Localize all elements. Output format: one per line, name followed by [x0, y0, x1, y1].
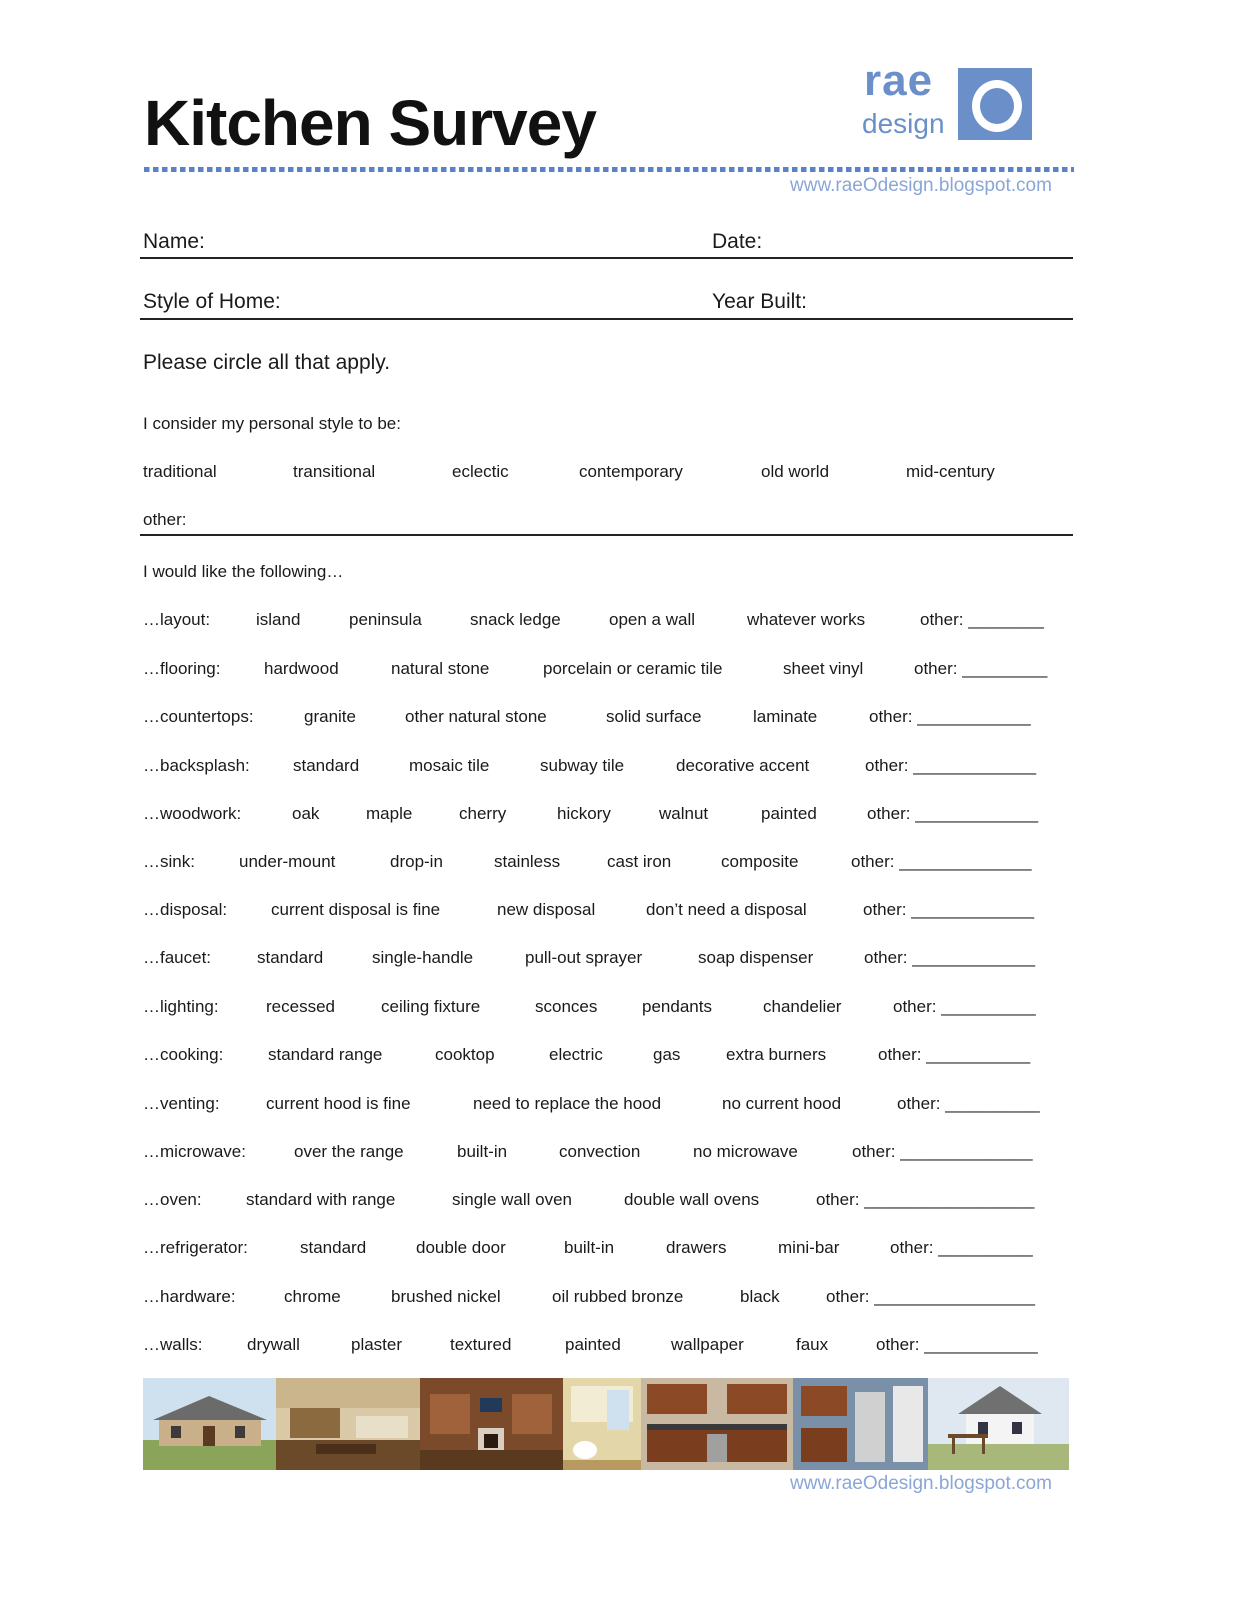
kitchen-interior-image-1 — [276, 1378, 420, 1470]
option-item[interactable]: recessed — [266, 997, 335, 1016]
option-item[interactable]: single-handle — [372, 948, 474, 967]
option-item[interactable]: maple — [366, 804, 413, 823]
option-item[interactable]: solid surface — [606, 707, 702, 726]
option-item[interactable]: built-in — [457, 1142, 508, 1161]
other-field[interactable]: other: _____________ — [864, 948, 1036, 967]
option-item[interactable]: subway tile — [540, 756, 625, 775]
row-label: …cooking: — [143, 1045, 224, 1064]
other-field[interactable]: other: ____________ — [869, 707, 1031, 726]
logo-word-rae: rae — [864, 56, 934, 105]
page-title: Kitchen Survey — [144, 87, 596, 159]
row-label: …refrigerator: — [143, 1238, 248, 1257]
option-item[interactable]: plaster — [351, 1335, 403, 1354]
style-option[interactable]: mid-century — [906, 462, 995, 481]
option-item[interactable]: single wall oven — [452, 1190, 573, 1209]
style-option[interactable]: traditional — [143, 462, 217, 481]
other-field[interactable]: other: _____________ — [865, 756, 1037, 775]
option-item[interactable]: other natural stone — [405, 707, 547, 726]
row-label: …disposal: — [143, 900, 228, 919]
option-item[interactable]: under-mount — [239, 852, 336, 871]
option-item[interactable]: new disposal — [497, 900, 596, 919]
other-field[interactable]: other: _________________ — [826, 1287, 1035, 1306]
other-field[interactable]: other: ________ — [920, 610, 1044, 629]
date-label: Date: — [712, 230, 763, 253]
logo-word-design: design — [862, 108, 945, 139]
option-item[interactable]: wallpaper — [671, 1335, 744, 1354]
option-item[interactable]: mini-bar — [778, 1238, 840, 1257]
blog-url-bottom[interactable]: www.raeOdesign.blogspot.com — [790, 1473, 1052, 1494]
other-field[interactable]: other: ___________ — [878, 1045, 1031, 1064]
option-item[interactable]: ceiling fixture — [381, 997, 481, 1016]
house-exterior-image — [143, 1378, 276, 1470]
instruction-text: Please circle all that apply. — [143, 351, 391, 374]
option-item[interactable]: textured — [450, 1335, 512, 1354]
row-label: …faucet: — [143, 948, 212, 967]
option-item[interactable]: granite — [304, 707, 356, 726]
option-item[interactable]: current disposal is fine — [271, 900, 441, 919]
row-label: …oven: — [143, 1190, 202, 1209]
blog-url-top[interactable]: www.raeOdesign.blogspot.com — [790, 175, 1052, 196]
bathroom-image — [563, 1378, 641, 1470]
row-label: …venting: — [143, 1094, 220, 1113]
option-item[interactable]: drawers — [666, 1238, 727, 1257]
option-item[interactable]: stainless — [494, 852, 561, 871]
option-item[interactable]: composite — [721, 852, 799, 871]
year-built-label: Year Built: — [712, 290, 807, 313]
option-item[interactable]: laminate — [753, 707, 818, 726]
option-item[interactable]: built-in — [564, 1238, 615, 1257]
other-field[interactable]: other: ____________ — [876, 1335, 1038, 1354]
row-label: …lighting: — [143, 997, 219, 1016]
option-item[interactable]: standard with range — [246, 1190, 396, 1209]
style-year-line[interactable] — [140, 318, 1073, 320]
option-item[interactable]: drop-in — [390, 852, 443, 871]
row-label: …sink: — [143, 852, 195, 871]
other-field[interactable]: other: _____________ — [867, 804, 1039, 823]
option-item[interactable]: black — [740, 1287, 780, 1306]
house-rear-image — [928, 1378, 1069, 1470]
option-item[interactable]: over the range — [294, 1142, 404, 1161]
style-option[interactable]: contemporary — [579, 462, 683, 481]
option-item[interactable]: standard — [293, 756, 360, 775]
option-item[interactable]: peninsula — [349, 610, 422, 629]
option-item[interactable]: pull-out sprayer — [525, 948, 643, 967]
option-item[interactable]: oil rubbed bronze — [552, 1287, 684, 1306]
option-item[interactable]: mosaic tile — [409, 756, 490, 775]
option-item[interactable]: hickory — [557, 804, 611, 823]
option-item[interactable]: brushed nickel — [391, 1287, 501, 1306]
kitchen-cabinets-image — [641, 1378, 793, 1470]
other-style-line[interactable] — [140, 534, 1073, 536]
option-item[interactable]: sconces — [535, 997, 598, 1016]
other-field[interactable]: other: __________ — [893, 997, 1036, 1016]
option-item[interactable]: standard range — [268, 1045, 383, 1064]
option-item[interactable]: cooktop — [435, 1045, 495, 1064]
option-item[interactable]: no current hood — [722, 1094, 842, 1113]
dotted-divider — [144, 167, 1074, 172]
option-item[interactable]: walnut — [659, 804, 709, 823]
photo-strip — [143, 1378, 1069, 1470]
other-field[interactable]: other: _________ — [914, 659, 1048, 678]
option-item[interactable]: double wall ovens — [624, 1190, 760, 1209]
option-item[interactable]: natural stone — [391, 659, 490, 678]
row-label: …flooring: — [143, 659, 221, 678]
option-item[interactable]: whatever works — [747, 610, 866, 629]
option-item[interactable]: snack ledge — [470, 610, 561, 629]
option-item[interactable]: gas — [653, 1045, 681, 1064]
option-item[interactable]: extra burners — [726, 1045, 827, 1064]
other-field[interactable]: other: ______________ — [851, 852, 1032, 871]
row-label: …walls: — [143, 1335, 203, 1354]
option-item[interactable]: pendants — [642, 997, 712, 1016]
other-field[interactable]: other: __________ — [897, 1094, 1040, 1113]
option-item[interactable]: sheet vinyl — [783, 659, 864, 678]
option-item[interactable]: soap dispenser — [698, 948, 814, 967]
name-date-line[interactable] — [140, 257, 1073, 259]
other-field[interactable]: other: ______________ — [852, 1142, 1033, 1161]
preferences-intro: I would like the following… — [143, 562, 344, 581]
option-item[interactable]: standard — [257, 948, 324, 967]
name-label: Name: — [143, 230, 205, 253]
option-item[interactable]: porcelain or ceramic tile — [543, 659, 723, 678]
option-item[interactable]: painted — [761, 804, 817, 823]
option-item[interactable]: double door — [416, 1238, 506, 1257]
option-item[interactable]: no microwave — [693, 1142, 798, 1161]
option-item[interactable]: cast iron — [607, 852, 672, 871]
option-item[interactable]: convection — [559, 1142, 641, 1161]
logo-o-mark — [958, 68, 1032, 140]
other-field[interactable]: other: _____________ — [863, 900, 1035, 919]
option-item[interactable]: drywall — [247, 1335, 300, 1354]
option-item[interactable]: need to replace the hood — [473, 1094, 662, 1113]
option-item[interactable]: island — [256, 610, 301, 629]
row-label: …hardware: — [143, 1287, 236, 1306]
personal-style-prompt: I consider my personal style to be: — [143, 414, 401, 433]
living-room-image — [420, 1378, 563, 1470]
option-item[interactable]: cherry — [459, 804, 507, 823]
option-item[interactable]: faux — [796, 1335, 829, 1354]
option-item[interactable]: electric — [549, 1045, 603, 1064]
option-item[interactable]: oak — [292, 804, 320, 823]
other-field[interactable]: other: __________ — [890, 1238, 1033, 1257]
style-option[interactable]: old world — [761, 462, 830, 481]
option-item[interactable]: chrome — [284, 1287, 341, 1306]
style-option[interactable]: transitional — [293, 462, 376, 481]
option-item[interactable]: decorative accent — [676, 756, 810, 775]
row-label: …countertops: — [143, 707, 254, 726]
row-label: …microwave: — [143, 1142, 246, 1161]
style-of-home-label: Style of Home: — [143, 290, 281, 313]
option-item[interactable]: open a wall — [609, 610, 696, 629]
option-item[interactable]: hardwood — [264, 659, 339, 678]
style-option[interactable]: eclectic — [452, 462, 509, 481]
option-item[interactable]: painted — [565, 1335, 621, 1354]
rae-design-logo — [862, 56, 1034, 146]
option-item[interactable]: standard — [300, 1238, 367, 1257]
kitchen-interior-image-2 — [793, 1378, 928, 1470]
option-item[interactable]: current hood is fine — [266, 1094, 411, 1113]
row-label: …layout: — [143, 610, 211, 629]
row-label: …backsplash: — [143, 756, 250, 775]
other-style-label: other: — [143, 510, 187, 529]
other-field[interactable]: other: __________________ — [816, 1190, 1035, 1209]
option-item[interactable]: chandelier — [763, 997, 842, 1016]
logo-ring-icon — [972, 80, 1022, 132]
option-item[interactable]: don’t need a disposal — [646, 900, 807, 919]
row-label: …woodwork: — [143, 804, 242, 823]
